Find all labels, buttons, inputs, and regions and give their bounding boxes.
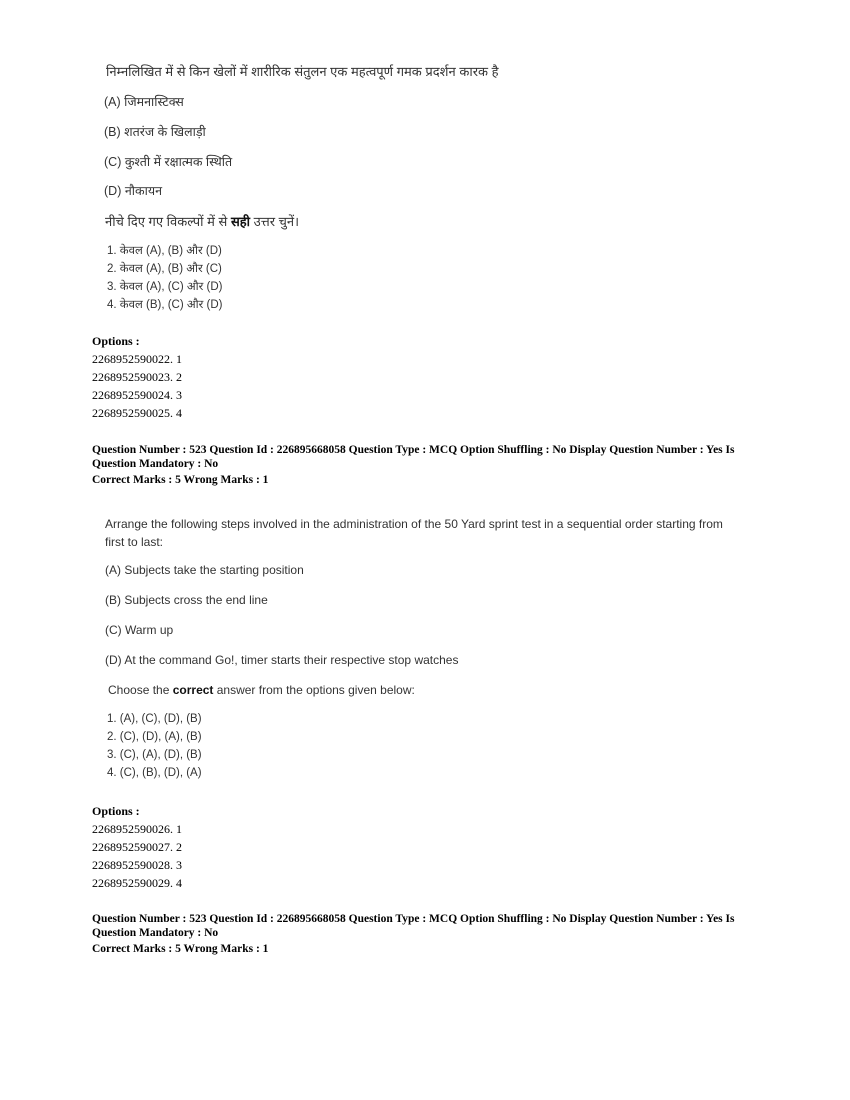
option-code-line: 2268952590027. 2 <box>92 840 182 854</box>
q1-choice-3: 3. केवल (A), (C) और (D) <box>107 281 223 293</box>
option-code-line: 2268952590025. 4 <box>92 406 182 420</box>
options-label-1: Options : <box>92 334 140 348</box>
q1-option-d: (D) नौकायन <box>104 184 163 198</box>
option-code-line: 2268952590024. 3 <box>92 388 182 402</box>
question-meta-line: Question Number : 523 Question Id : 226895668058 Question Type : MCQ Option Shuffling : No Display Question Number : Yes Is Question Mandatory : No <box>92 444 735 470</box>
q2-choice-1: 1. (A), (C), (D), (B) <box>107 713 202 725</box>
q2-option-b: (B) Subjects cross the end line <box>105 593 268 607</box>
q2-stem: Arrange the following steps involved in the administration of the 50 Yard sprint test in a sequential order starting from first to last: <box>105 517 723 549</box>
option-code-line: 2268952590028. 3 <box>92 858 182 872</box>
q1-choice-2: 2. केवल (A), (B) और (C) <box>107 263 222 275</box>
option-code-line: 2268952590023. 2 <box>92 370 182 384</box>
option-code-line: 2268952590029. 4 <box>92 876 182 890</box>
q1-choice-1: 1. केवल (A), (B) और (D) <box>107 245 222 257</box>
q1-option-c: (C) कुश्ती में रक्षात्मक स्थिति <box>104 155 233 169</box>
q1-option-a: (A) जिमनास्टिक्स <box>104 95 184 109</box>
q1-instruction: नीचे दिए गए विकल्पों में से सही उत्तर चुनें। <box>105 214 300 229</box>
question-meta-1 <box>92 443 772 487</box>
q1-stem: निम्नलिखित में से किन खेलों में शारीरिक संतुलन एक महत्वपूर्ण गमक प्रदर्शन कारक है <box>106 64 499 79</box>
q2-option-a: (A) Subjects take the starting position <box>105 563 304 577</box>
q2-option-c: (C) Warm up <box>105 623 174 637</box>
q1-choice-4: 4. केवल (B), (C) और (D) <box>107 299 223 311</box>
option-code-line: 2268952590026. 1 <box>92 822 182 836</box>
q2-option-d: (D) At the command Go!, timer starts their respective stop watches <box>105 653 459 667</box>
question-meta-2 <box>92 912 772 956</box>
q1-option-b: (B) शतरंज के खिलाड़ी <box>104 125 206 139</box>
options-label-2: Options : <box>92 804 140 818</box>
question-meta-line: Question Number : 523 Question Id : 226895668058 Question Type : MCQ Option Shuffling : No Display Question Number : Yes Is Question Mandatory : No <box>92 913 735 939</box>
marks-line: Correct Marks : 5 Wrong Marks : 1 <box>92 474 269 486</box>
q2-choice-3: 3. (C), (A), (D), (B) <box>107 749 202 761</box>
marks-line: Correct Marks : 5 Wrong Marks : 1 <box>92 943 269 955</box>
q2-instruction: Choose the correct answer from the options given below: <box>108 683 415 697</box>
q2-choice-4: 4. (C), (B), (D), (A) <box>107 767 202 779</box>
q2-choice-2: 2. (C), (D), (A), (B) <box>107 731 202 743</box>
option-code-line: 2268952590022. 1 <box>92 352 182 366</box>
